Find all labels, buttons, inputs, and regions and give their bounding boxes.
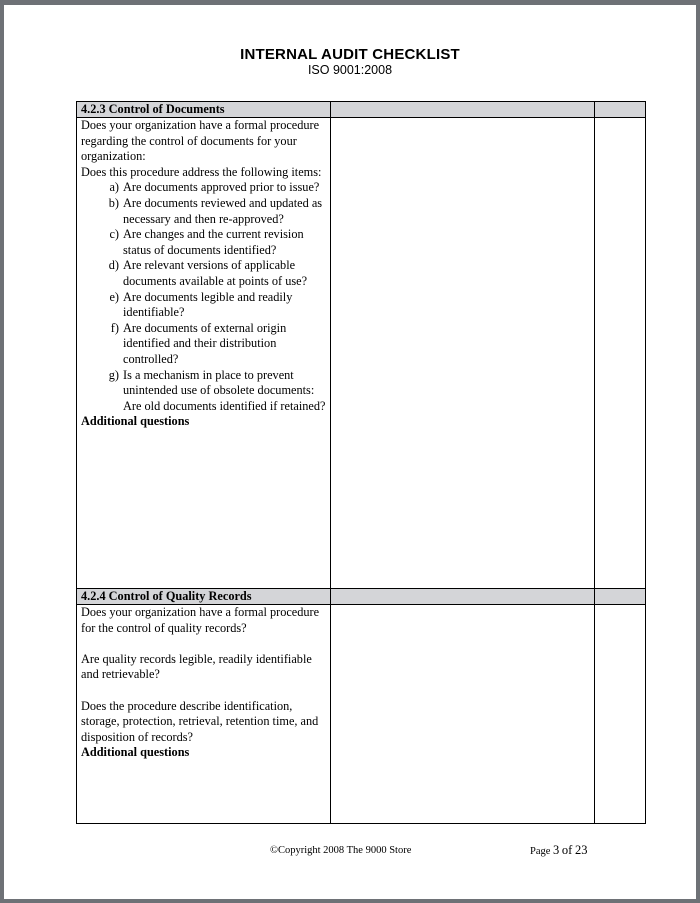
list-item: d) Are relevant versions of applicable documents available at points of use? xyxy=(108,258,308,288)
question-text: Does this procedure address the following items: xyxy=(81,164,322,179)
section-header-row xyxy=(77,102,646,118)
comments-cell[interactable] xyxy=(331,605,595,824)
page-frame-top xyxy=(0,0,700,5)
paragraph-spacer xyxy=(81,636,326,652)
section-header-row xyxy=(77,589,646,605)
footer-copyright: ©Copyright 2008 The 9000 Store xyxy=(270,845,412,856)
additional-questions-label: Additional questions xyxy=(81,414,190,429)
section-body-row xyxy=(77,118,646,589)
question-text: Does the procedure describe identification, storage, protection, retrieval, retention time, and disposition of records? xyxy=(81,698,319,744)
document-title: INTERNAL AUDIT CHECKLIST xyxy=(240,46,460,63)
question-text: Does your organization have a formal procedure for the control of quality records? xyxy=(81,605,320,635)
page-frame-right xyxy=(696,0,700,903)
document-subtitle: ISO 9001:2008 xyxy=(307,63,393,77)
question-text: Does your organization have a formal procedure regarding the control of documents for your organization: xyxy=(81,118,320,164)
list-item: b) Are documents reviewed and updated as necessary and then re-approved? xyxy=(108,195,323,226)
section-header-cell-status xyxy=(595,102,646,118)
list-item: c) Are changes and the current revision status of documents identified? xyxy=(109,227,304,257)
list-item: e) Are documents legible and readily identifiable? xyxy=(109,289,293,320)
page-total: 23 xyxy=(574,843,588,857)
section-heading: 4.2.4 Control of Quality Records xyxy=(77,589,331,605)
list-item: a) Are documents approved prior to issue? xyxy=(109,180,320,195)
question-text: Are quality records legible, readily identifiable and retrievable? xyxy=(81,651,312,682)
question-cell xyxy=(77,605,331,824)
footer-page-number xyxy=(530,843,587,858)
question-item-list xyxy=(81,180,326,414)
question-cell xyxy=(77,118,331,589)
status-cell[interactable] xyxy=(595,118,646,589)
section-header-cell-comments xyxy=(331,589,595,605)
page-of: of xyxy=(561,843,573,857)
section-header-cell-comments xyxy=(331,102,595,118)
additional-questions-label: Additional questions xyxy=(81,745,190,760)
list-item: f) Are documents of external origin identified and their distribution controlled? xyxy=(110,320,287,366)
audit-checklist-table xyxy=(76,101,646,824)
list-item: g) Is a mechanism in place to prevent unintended use of obsolete documents: Are old documents identified if retained? xyxy=(108,367,326,413)
section-heading: 4.2.3 Control of Documents xyxy=(77,102,331,118)
section-header-cell-status xyxy=(595,589,646,605)
page-frame-bottom xyxy=(0,899,700,903)
page-label: Page xyxy=(530,846,551,857)
section-body-row xyxy=(77,605,646,824)
paragraph-spacer xyxy=(81,683,326,699)
page-frame-left xyxy=(0,0,4,903)
page-current: 3 xyxy=(553,843,560,857)
status-cell[interactable] xyxy=(595,605,646,824)
comments-cell[interactable] xyxy=(331,118,595,589)
